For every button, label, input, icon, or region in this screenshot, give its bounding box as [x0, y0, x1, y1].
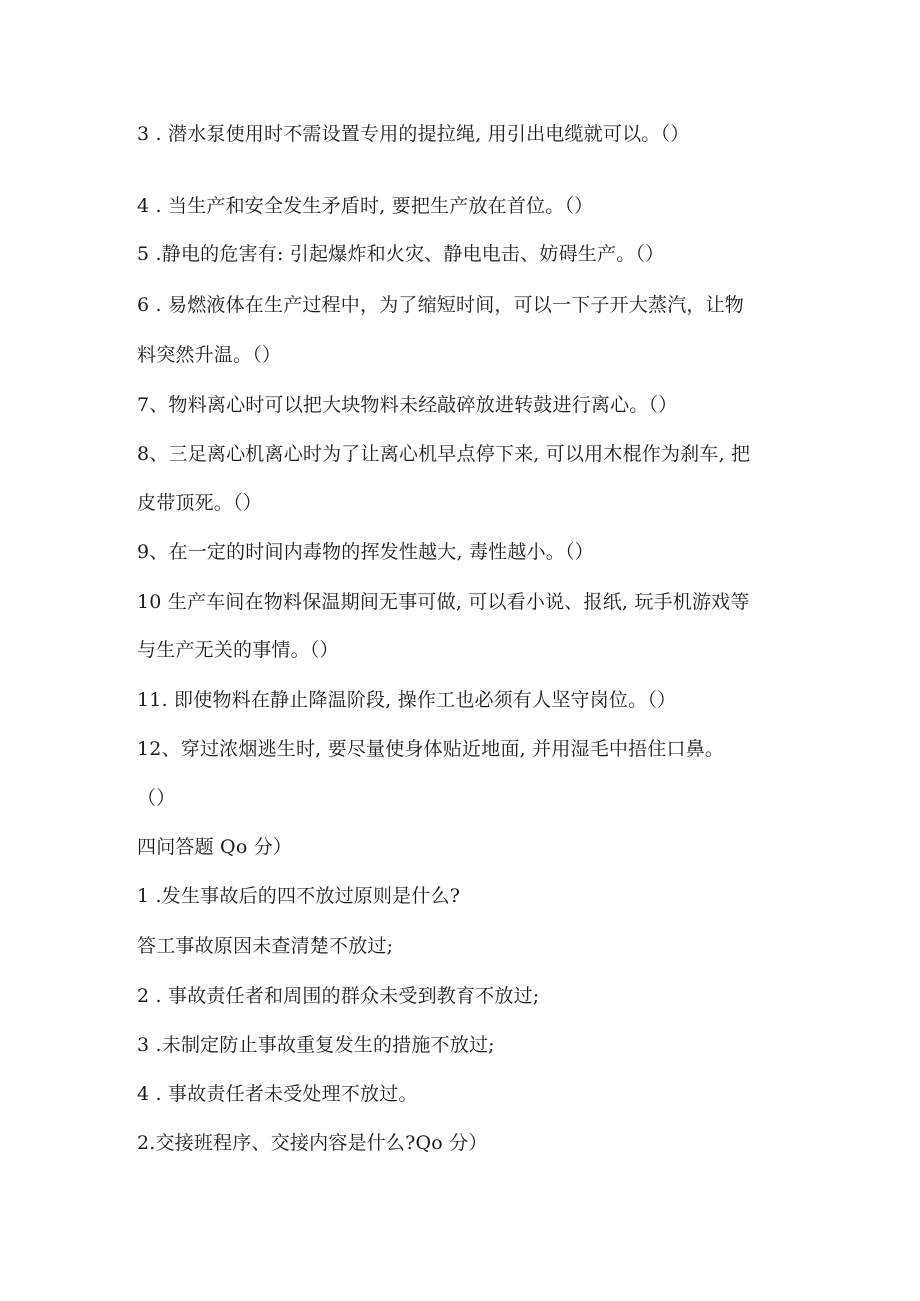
question-6-line-1: 6 . 易燃液体在生产过程中，为了缩短时间，可以一下子开大蒸汽，让物 — [137, 294, 745, 316]
question-11: 11. 即使物料在静止降温阶段, 操作工也必须有人坚守岗位。（） — [137, 689, 677, 711]
question-10-line-1: 10 生产车间在物料保温期间无事可做, 可以看小说、报纸, 玩手机游戏等 — [137, 591, 750, 613]
question-9: 9、在一定的时间内毒物的挥发性越大, 毒性越小。（） — [137, 541, 594, 563]
qa-question-1: 1 .发生事故后的四不放过原则是什么? — [137, 885, 461, 907]
qa-answer-1: 答工事故原因未查清楚不放过; — [137, 935, 394, 957]
question-12-line-2: （） — [137, 787, 176, 809]
question-5: 5 .静电的危害有: 引起爆炸和火灾、静电电击、妨碍生产。（） — [137, 243, 665, 265]
qa-answer-4: 4 . 事故责任者未受处理不放过。 — [137, 1083, 418, 1105]
qa-question-2: 2.交接班程序、交接内容是什么?Qo 分） — [137, 1132, 488, 1154]
qa-answer-2: 2 . 事故责任者和周围的群众未受到教育不放过; — [137, 985, 540, 1007]
question-7: 7、物料离心时可以把大块物料未经敲碎放进转鼓进行离心。（） — [137, 394, 678, 416]
section-heading: 四问答题 Qo 分） — [137, 836, 293, 858]
qa-answer-3: 3 .未制定防止事故重复发生的措施不放过; — [137, 1034, 495, 1056]
question-8-line-1: 8、三足离心机离心时为了让离心机早点停下来, 可以用木棍作为刹车, 把 — [137, 443, 751, 465]
question-8-line-2: 皮带顶死。（） — [137, 492, 262, 514]
question-6-line-2: 料突然升温。（） — [137, 344, 282, 366]
question-3: 3 . 潜水泵使用时不需设置专用的提拉绳, 用引出电缆就可以。（） — [137, 123, 690, 145]
question-4: 4 . 当生产和安全发生矛盾时, 要把生产放在首位。（） — [137, 195, 594, 217]
question-10-line-2: 与生产无关的事情。（） — [137, 639, 339, 661]
question-12-line-1: 12、穿过浓烟逃生时, 要尽量使身体贴近地面, 并用湿毛中捂住口鼻。 — [137, 738, 725, 760]
